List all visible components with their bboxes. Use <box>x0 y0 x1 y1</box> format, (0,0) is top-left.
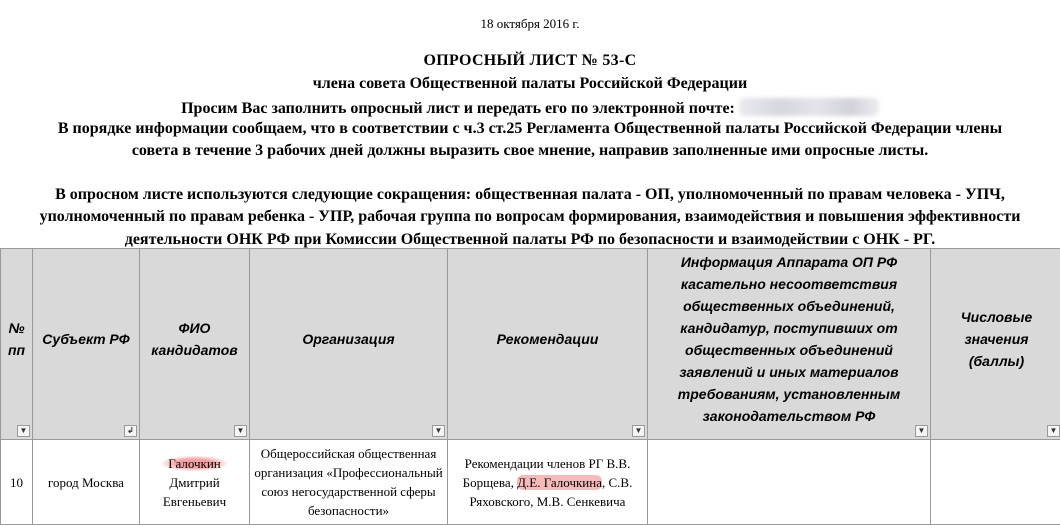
header-recommendations: Рекомендации ▼ <box>448 249 648 440</box>
filter-dropdown-icon[interactable]: ▼ <box>915 425 928 437</box>
rec-part-2: , С.В. Ряховского, М.В. Сенкевича <box>469 474 633 509</box>
info-line-2: совета в течение 3 рабочих дней должны выразить свое мнение, направив заполненные ими опросные листы. <box>131 142 929 159</box>
fio-highlight: Галочкин <box>162 456 227 471</box>
document-date: 18 октября 2016 г. <box>480 16 580 31</box>
filter-dropdown-icon[interactable]: ▼ <box>632 425 645 437</box>
cell-info <box>648 440 931 525</box>
header-score: Числовые значения (баллы) ▼ <box>931 249 1060 440</box>
cell-recommendations <box>448 440 648 525</box>
table-row <box>1 440 1060 525</box>
header-subject: Субъект РФ ↲ <box>33 249 140 440</box>
header-fio: ФИО кандидатов ▼ <box>140 249 250 440</box>
abbreviations-line-2: уполномоченный по правам ребенка - УПР, рабочая группа по вопросам формирования, взаимодействия и повышения эффективности <box>39 208 1021 225</box>
header-organization: Организация ▼ <box>250 249 448 440</box>
cell-fio <box>140 440 250 525</box>
document-title: ОПРОСНЫЙ ЛИСТ № 53-С <box>423 52 637 69</box>
filter-dropdown-icon[interactable]: ▼ <box>432 425 445 437</box>
survey-table <box>0 248 1060 525</box>
cell-score <box>931 440 1060 525</box>
header-info: Информация Аппарата ОП РФ касательно несоответствия общественных объединений, кандидатур, поступивших от общественных объединений заявлений и иных материалов требованиям, установленным законодательством РФ ▼ <box>648 249 931 440</box>
abbreviations-line-3: деятельности ОНК РФ при Комиссии Общественной палаты РФ по безопасности и взаимодействии с ОНК - РГ. <box>124 231 936 248</box>
cell-num: 10 <box>1 440 33 525</box>
rec-highlight: Д.Е. Галочкина <box>517 474 602 490</box>
filter-dropdown-icon[interactable]: ▼ <box>17 425 30 437</box>
request-text: Просим Вас заполнить опросный лист и передать его по электронной почте: <box>181 100 735 117</box>
header-num: № пп ▼ <box>1 249 33 440</box>
cell-organization: Общероссийская общественная организация «Профессиональный союз негосударственной сферы безопасности» <box>250 440 448 525</box>
filter-dropdown-icon[interactable]: ▼ <box>234 425 247 437</box>
cell-subject: город Москва <box>33 440 140 525</box>
rec-part-1: Рекомендации членов РГ В.В. Борщева, <box>462 455 631 490</box>
redacted-email <box>739 98 879 116</box>
abbreviations-line-1: В опросном листе используются следующие сокращения: общественная палата - ОП, уполномоченный по правам человека - УПЧ, <box>55 186 1005 203</box>
sort-filter-icon[interactable]: ↲ <box>124 425 137 437</box>
fio-first-name: Дмитрий <box>169 474 220 490</box>
document-subtitle: члена совета Общественной палаты Российской Федерации <box>312 75 748 92</box>
info-line-1: В порядке информации сообщаем, что в соответствии с ч.3 ст.25 Регламента Общественной палаты Российской Федерации члены <box>57 120 1003 137</box>
filter-dropdown-icon[interactable]: ▼ <box>1047 425 1060 437</box>
request-line <box>0 98 1060 118</box>
fio-patronymic: Евгеньевич <box>162 493 227 509</box>
header-row <box>1 249 1060 440</box>
